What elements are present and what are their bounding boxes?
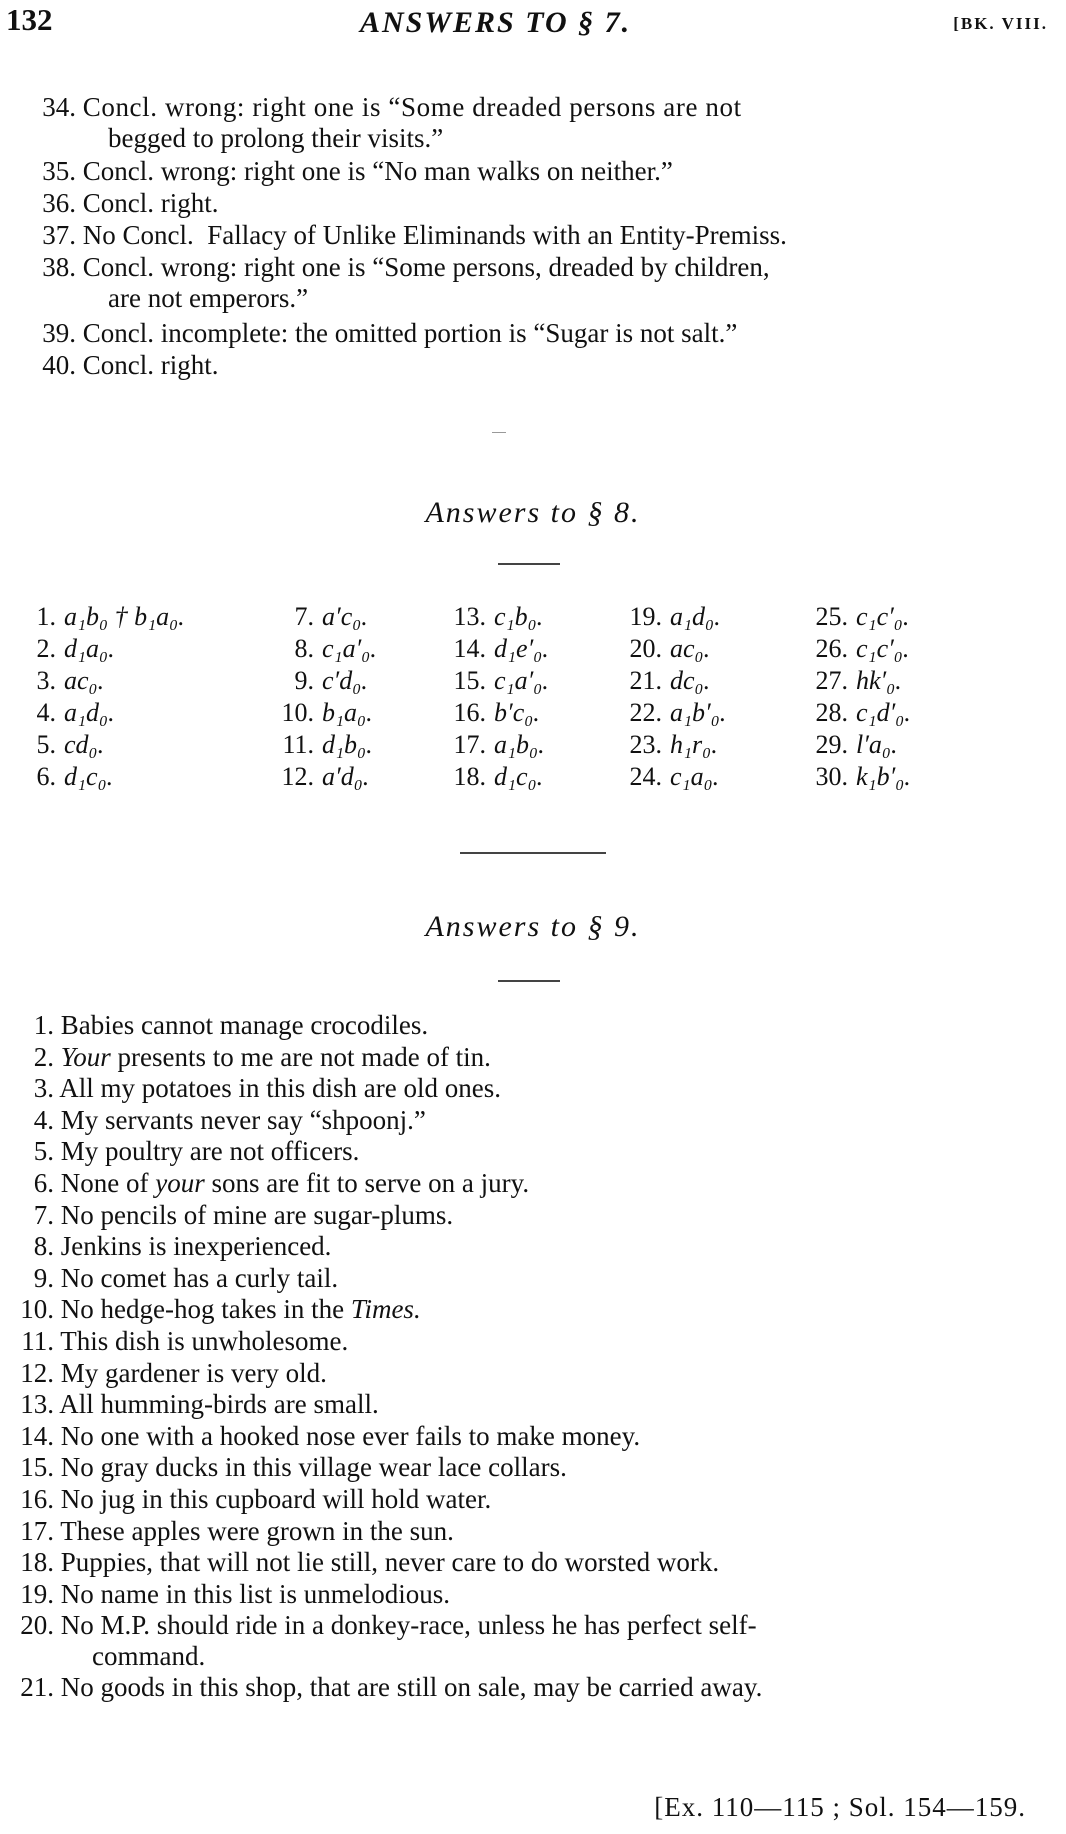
answer-number: 2. [36,634,56,663]
item-number: 21. [20,1672,54,1703]
answer-formula: ac₀. [64,666,105,695]
item-text: No pencils of mine are sugar-plums. [60,1199,454,1230]
answer-formula: c₁a′₀. [494,666,549,695]
answer-number: 28. [815,698,848,727]
answer-formula: a₁d₀. [64,698,115,727]
item-number: 34. [42,92,76,122]
item-text: These apples were grown in the sun. [60,1515,454,1546]
answer-cell [274,666,368,696]
answer-number: 9. [294,666,314,695]
answer-cell [446,634,549,664]
item-number: 11. [21,1326,54,1356]
item-number: 4. [33,1104,54,1135]
running-title: ANSWERS TO § 7. [360,6,632,39]
item-number: 8. [33,1231,54,1262]
list-item [8,1389,379,1420]
item-text: My poultry are not officers. [60,1136,360,1167]
answer-number: 14. [453,634,486,663]
answer-formula: c₁a₀. [670,762,720,791]
answer-number: 3. [36,666,56,695]
answer-number: 13. [453,602,486,631]
item-text-prefix: No hedge-hog takes in the [60,1294,351,1325]
answer-number: 27. [815,666,848,695]
answer-formula: dc₀. [670,666,711,695]
list-item [8,1073,501,1104]
answers-7-list [38,92,1048,402]
book-reference: [BK. VIII. [953,14,1048,33]
item-text-emphasis: your [155,1168,205,1198]
answer-formula: c′d₀. [322,666,368,695]
item-text: All humming-birds are small. [59,1389,379,1420]
item-number: 40. [42,350,76,380]
answer-number: 25. [815,602,848,631]
answer-formula: a₁b₀. [494,730,545,759]
item-number: 35. [42,156,76,186]
answer-formula: hk′₀. [856,666,902,695]
answers-9-list [8,1010,1058,1780]
item-number: 9. [33,1262,54,1293]
answer-formula: cd₀. [64,730,105,759]
answer-number: 11. [282,730,314,759]
list-item [8,1358,327,1389]
answer-number: 6. [36,762,56,791]
item-continuation: command. [92,1641,206,1672]
item-number: 10. [20,1294,54,1325]
answer-cell [622,602,721,632]
list-item [8,1610,757,1672]
list-item [8,1200,453,1231]
answer-formula: a₁d₀. [670,602,721,631]
list-item [38,92,742,154]
answer-formula: l′a₀. [856,730,898,759]
list-item [8,1672,762,1703]
item-number: 17. [20,1515,54,1546]
answer-number: 23. [629,730,662,759]
answer-formula: d₁b₀. [322,730,373,759]
answer-number: 16. [453,698,486,727]
answer-cell [808,602,909,632]
item-text: Jenkins is inexperienced. [60,1231,332,1262]
answer-number: 24. [629,762,662,791]
answer-cell [274,698,373,728]
answer-number: 21. [629,666,662,695]
item-number: 19. [20,1578,54,1609]
answer-cell [446,698,540,728]
answer-formula: d₁e′₀. [494,634,549,663]
item-text: All my potatoes in this dish are old ones. [59,1073,501,1104]
answer-cell [36,762,113,792]
list-item [8,1326,348,1357]
answer-number: 30. [815,762,848,791]
answer-number: 19. [629,602,662,631]
item-number: 18. [20,1547,54,1578]
answer-formula: b′c₀. [494,698,540,727]
list-item [8,1294,421,1325]
answer-cell [274,634,377,664]
section-8-rule [498,563,560,565]
answer-number: 20. [629,634,662,663]
item-number: 20. [20,1610,54,1641]
answer-formula: ac₀. [670,634,711,663]
item-number: 16. [20,1484,54,1514]
answer-formula: d₁c₀. [494,762,544,791]
item-text: This dish is unwholesome. [60,1326,349,1356]
item-number: 2. [33,1041,54,1072]
item-text: Concl. wrong: right one is “Some dreaded persons are not [82,92,742,122]
list-item [38,188,219,219]
page-number: 132 [6,2,53,37]
answer-cell [274,762,369,792]
answer-formula: b₁a₀. [322,698,373,727]
answer-cell [622,634,710,664]
answer-number: 10. [281,698,314,727]
answer-number: 7. [294,602,314,631]
item-text-emphasis: Your [60,1041,111,1072]
answer-cell [274,730,373,760]
item-continuation: begged to prolong their visits.” [108,123,444,153]
answer-cell [36,730,104,760]
list-item [38,318,737,349]
item-number: 6. [33,1168,54,1198]
list-item [8,1168,529,1199]
answer-formula: c₁c′₀. [856,634,910,663]
item-text: No one with a hooked nose ever fails to make money. [60,1420,641,1451]
item-number: 38. [42,252,76,282]
answer-number: 4. [36,698,56,727]
list-item [8,1516,454,1547]
section-divider [460,852,606,854]
answer-formula: c₁d′₀. [856,698,911,727]
item-text: Concl. wrong: right one is “No man walks on neither.” [82,156,673,186]
item-text: No Concl. Fallacy of Unlike Eliminands with an Entity-Premiss. [82,220,787,250]
answer-number: 12. [281,762,314,791]
item-number: 5. [33,1136,54,1167]
item-text: No goods in this shop, that are still on sale, may be carried away. [60,1672,763,1703]
answer-cell [446,730,545,760]
answer-cell [808,698,911,728]
list-item [38,350,219,381]
list-item [8,1452,567,1483]
item-text: Concl. wrong: right one is “Some persons, dreaded by children, [82,252,770,282]
item-number: 37. [42,220,76,250]
item-text: No comet has a curly tail. [60,1262,339,1293]
item-number: 36. [42,188,76,218]
item-text: sons are fit to serve on a jury. [204,1168,530,1198]
answer-number: 8. [294,634,314,663]
answer-cell [36,666,104,696]
answer-formula: h₁r₀. [670,730,718,759]
list-item [8,1547,719,1578]
answer-number: 22. [629,698,662,727]
item-text-prefix: None of [60,1168,156,1198]
item-number: 13. [20,1389,54,1420]
answer-number: 18. [453,762,486,791]
answer-number: 15. [453,666,486,695]
list-item [8,1263,338,1294]
answer-cell [808,762,911,792]
item-number: 7. [33,1199,54,1230]
list-item [8,1484,491,1515]
answer-number: 26. [815,634,848,663]
answer-cell [36,634,115,664]
list-item [8,1136,359,1167]
item-text: No gray ducks in this village wear lace collars. [60,1452,567,1483]
list-item [8,1042,491,1073]
item-text: No M.P. should ride in a donkey-race, unless he has perfect self- [60,1610,757,1641]
item-number: 15. [20,1452,54,1483]
answer-cell [622,666,710,696]
answer-formula: c₁b₀. [494,602,544,631]
list-item [8,1010,428,1041]
section-9-title: Answers to § 9. [425,910,641,943]
list-item [38,220,787,251]
item-number: 12. [20,1357,54,1388]
answer-cell [808,730,897,760]
answer-cell [446,762,543,792]
answer-formula: a₁b′₀. [670,698,727,727]
answer-number: 29. [815,730,848,759]
answer-cell [808,666,902,696]
answer-cell [808,634,909,664]
list-item [38,252,770,314]
item-text: My servants never say “shpoonj.” [60,1104,426,1135]
answer-formula: c₁c′₀. [856,602,910,631]
item-text: My gardener is very old. [60,1357,327,1388]
answer-cell [36,698,115,728]
answer-cell [274,602,368,632]
answer-formula: c₁a′₀. [322,634,377,663]
list-item [38,156,673,187]
item-text: Puppies, that will not lie still, never care to do worsted work. [60,1547,720,1578]
list-item [8,1105,426,1136]
answer-cell [446,602,543,632]
item-text: Concl. right. [82,350,219,380]
answer-formula: d₁c₀. [64,762,114,791]
answer-cell [622,762,719,792]
answer-formula: a′c₀. [322,602,368,631]
answer-cell [622,730,718,760]
item-number: 14. [20,1420,54,1451]
item-number: 3. [33,1073,54,1104]
item-number: 1. [33,1010,54,1040]
item-text: presents to me are not made of tin. [110,1041,491,1072]
answer-cell [622,698,726,728]
item-number: 39. [42,318,76,348]
answer-formula: a′d₀. [322,762,370,791]
answer-number: 1. [36,602,56,631]
item-text: Concl. incomplete: the omitted portion is “Sugar is not salt.” [82,318,738,348]
separator-dots [492,432,506,433]
item-text: Babies cannot manage crocodiles. [60,1010,429,1040]
answer-formula: k₁b′₀. [856,762,911,791]
answer-number: 17. [453,730,486,759]
section-8-title: Answers to § 8. [425,496,641,529]
answer-number: 5. [36,730,56,759]
answer-cell [446,666,549,696]
section-9-rule [498,980,560,982]
item-text: Concl. right. [82,188,219,218]
exercise-reference: [Ex. 110—115 ; Sol. 154—159. [654,1792,1026,1822]
answer-formula: a₁b₀ † b₁a₀. [64,602,185,631]
list-item [8,1579,450,1610]
item-text: No name in this list is unmelodious. [60,1578,450,1609]
answer-formula: d₁a₀. [64,634,115,663]
list-item [8,1231,331,1262]
list-item [8,1421,640,1452]
item-text: No jug in this cupboard will hold water. [60,1484,492,1514]
answer-cell [36,602,185,632]
item-text-emphasis: Times. [350,1294,421,1325]
item-continuation: are not emperors.” [108,283,309,313]
